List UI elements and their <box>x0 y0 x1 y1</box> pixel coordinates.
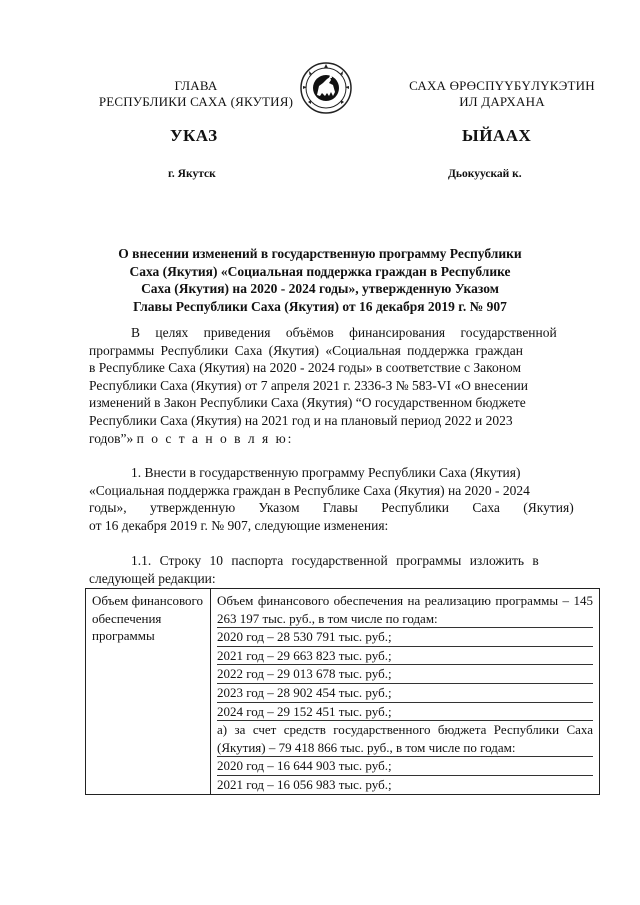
text-line: В целях приведения объёмов финансирования государственной <box>131 325 557 340</box>
table-label-cell <box>86 589 211 795</box>
text-line: в Республике Саха (Якутия) на 2020 - 2024 годы» в соответствие с Законом <box>89 360 522 376</box>
city-yakutsk: г. Якутск <box>168 168 216 180</box>
table-value-line: 2022 год – 29 013 678 тыс. руб.; <box>217 665 593 684</box>
title-line: Саха (Якутия) на 2020 - 2024 годы», утвержденную Указом <box>141 281 499 296</box>
text-line: Республики Саха (Якутия) на 2021 год и на плановый период 2022 и 2023 <box>89 412 513 428</box>
header-left <box>72 78 320 110</box>
title-line: Главы Республики Саха (Якутия) от 16 декабря 2019 г. № 907 <box>133 298 507 314</box>
table-value-line: а) за счет средств государственного бюджета Республики Саха (Якутия) – 79 418 866 тыс. руб., в том числе по годам: <box>217 721 593 757</box>
funding-table <box>85 588 600 795</box>
doc-type-ukaz: УКАЗ <box>170 126 218 145</box>
text-line: 1.1. Строку 10 паспорта государственной программы изложить в <box>131 553 539 568</box>
paragraph-item-1 <box>89 464 598 534</box>
text-line: следующей редакции: <box>89 570 216 586</box>
table-value-line: 2020 год – 28 530 791 тыс. руб.; <box>217 628 593 647</box>
city-dyokuuskai: Дьокуускай к. <box>448 168 522 180</box>
table-value-line: 2021 год – 16 056 983 тыс. руб.; <box>217 776 392 792</box>
table-row <box>86 589 600 795</box>
header-right <box>378 78 626 110</box>
decree-title <box>90 245 550 315</box>
header-left-line-1: ГЛАВА <box>174 78 218 93</box>
text-line: от 16 декабря 2019 г. № 907, следующие изменения: <box>89 517 389 533</box>
republic-emblem-icon <box>300 62 352 114</box>
table-value-line: Объем финансового обеспечения на реализацию программы – 145 263 197 тыс. руб., в том числе по годам: <box>217 592 593 628</box>
text-line: Республики Саха (Якутия) от 7 апреля 2021 г. 2336-З № 583-VI «О внесении <box>89 377 528 393</box>
table-value-line: 2023 год – 28 902 454 тыс. руб.; <box>217 684 593 703</box>
text-line: «Социальная поддержка граждан в Республике Саха (Якутия) на 2020 - 2024 <box>89 482 530 498</box>
title-line: О внесении изменений в государственную программу Республики <box>118 246 522 261</box>
paragraph-item-1-1 <box>89 552 598 587</box>
header-right-line-1: САХА ӨРӨСПҮҮБҮЛҮКЭТИН <box>409 78 595 93</box>
text-line: программы Республики Саха (Якутия) «Социальная поддержка граждан <box>89 342 523 358</box>
text-line: изменений в Закон Республики Саха (Якутия) “О государственном бюджете <box>89 395 526 411</box>
paragraph-preamble <box>89 324 598 447</box>
text-line-last <box>89 430 598 448</box>
table-value-line: 2020 год – 16 644 903 тыс. руб.; <box>217 757 593 776</box>
postanovlyayu: п о с т а н о в л я ю: <box>136 430 294 446</box>
table-value-line: 2021 год – 29 663 823 тыс. руб.; <box>217 647 593 666</box>
table-value-cell <box>211 589 600 795</box>
table-value-line: 2024 год – 29 152 451 тыс. руб.; <box>217 703 593 722</box>
doc-type-yiyaakh: ЫЙААХ <box>462 126 532 145</box>
title-line: Саха (Якутия) «Социальная поддержка граждан в Республике <box>129 263 511 279</box>
text-line: годы», утвержденную Указом Главы Республики Саха (Якутия) <box>89 500 574 516</box>
text-fragment: годов”» <box>89 430 134 446</box>
header-right-line-2: ИЛ ДАРХАНА <box>459 94 545 109</box>
table-label: Объем финансового обеспечения программы <box>92 593 204 644</box>
header-left-line-2: РЕСПУБЛИКИ САХА (ЯКУТИЯ) <box>98 94 294 109</box>
text-line: 1. Внести в государственную программу Республики Саха (Якутия) <box>131 465 521 480</box>
